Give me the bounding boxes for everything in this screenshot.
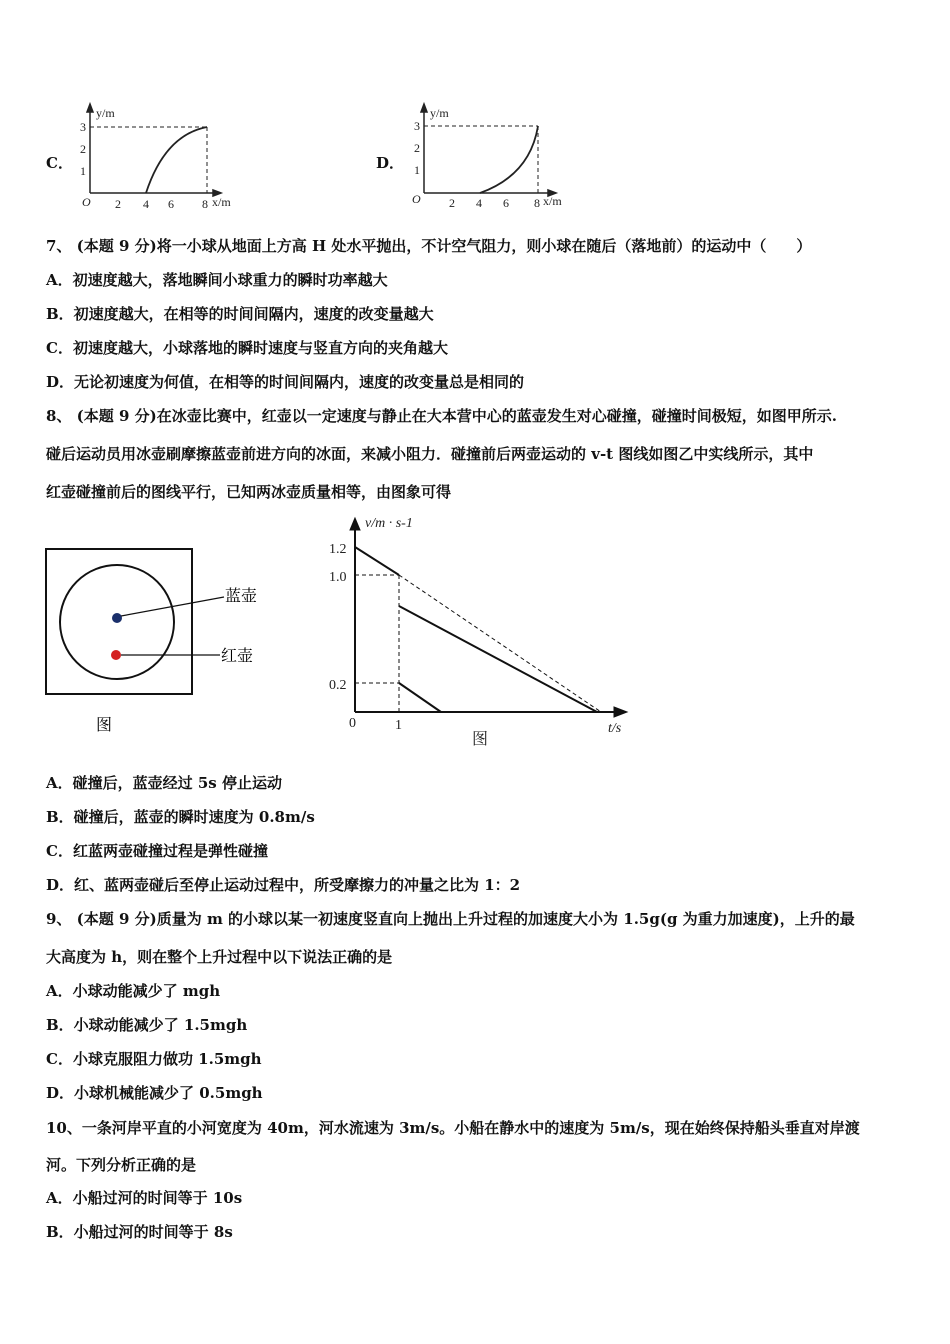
- q9-stem-line1: 9、 (本题 9 分)质量为 m 的小球以某一初速度竖直向上抛出上升过程的加速度大小为 1.5g(g 为重力加速度)，上升的最: [46, 910, 855, 928]
- c-tick: 3: [80, 120, 86, 134]
- red-stone-label: 红壶: [221, 648, 254, 665]
- c-tick: 2: [80, 142, 86, 156]
- figure1-caption: 图: [96, 717, 113, 734]
- q8-stem-line2: 碰后运动员用冰壶刷摩擦蓝壶前进方向的冰面，来减小阻力．碰撞前后两壶运动的 v-t 图线如图乙中实线所示，其中: [46, 445, 814, 463]
- q7-option-a: A．初速度越大，落地瞬间小球重力的瞬时功率越大: [46, 271, 388, 289]
- c-tick: 8: [202, 197, 208, 211]
- q7-option-d: D．无论初速度为何值，在相等的时间间隔内，速度的改变量总是相同的: [46, 373, 525, 391]
- c-tick: 2: [115, 197, 121, 211]
- d-tick: 2: [414, 141, 420, 155]
- blue-after-line: [399, 606, 597, 712]
- c-origin: O: [82, 195, 91, 209]
- q8-option-b: B．碰撞后，蓝壶的瞬时速度为 0.8m/s: [46, 808, 315, 826]
- vt-tick: 1.2: [329, 542, 347, 557]
- d-x-axis-label: x/m: [543, 194, 562, 208]
- c-tick: 1: [80, 164, 86, 178]
- q7-option-b: B．初速度越大，在相等的时间间隔内，速度的改变量越大: [46, 305, 434, 323]
- q10-stem-line2: 河。下列分析正确的是: [46, 1156, 197, 1174]
- q8-stem-line3: 红壶碰撞前后的图线平行，已知两冰壶质量相等，由图象可得: [46, 483, 452, 501]
- c-x-axis-label: x/m: [212, 195, 231, 209]
- red-after-line: [399, 683, 441, 712]
- q9-option-b: B．小球动能减少了 1.5mgh: [46, 1016, 248, 1034]
- d-y-axis-label: y/m: [430, 106, 449, 120]
- vt-x-axis-label: t/s: [608, 721, 622, 736]
- red-before-line: [355, 547, 399, 575]
- option-c-label: C．: [46, 154, 73, 172]
- d-tick: 2: [449, 196, 455, 210]
- vt-tick: 0.2: [329, 678, 347, 693]
- q9-option-a: A．小球动能减少了 mgh: [46, 982, 221, 1000]
- vt-tick: 1: [395, 718, 402, 733]
- d-tick: 4: [476, 196, 482, 210]
- c-tick: 6: [168, 197, 174, 211]
- q8-stem-line1: 8、 (本题 9 分)在冰壶比赛中，红壶以一定速度与静止在大本营中心的蓝壶发生对心碰撞，碰撞时间极短，如图甲所示.: [46, 407, 837, 425]
- vt-y-axis-label: v/m · s-1: [365, 516, 413, 531]
- q10-stem-line1: 10、一条河岸平直的小河宽度为 40m，河水流速为 3m/s。小船在静水中的速度为 5m/s，现在始终保持船头垂直对岸渡: [46, 1119, 860, 1137]
- q10-option-a: A．小船过河的时间等于 10s: [46, 1189, 243, 1207]
- q9-option-c: C．小球克服阻力做功 1.5mgh: [46, 1050, 262, 1068]
- q8-option-d: D．红、蓝两壶碰后至停止运动过程中，所受摩擦力的冲量之比为 1：2: [46, 876, 521, 894]
- q9-option-d: D．小球机械能减少了 0.5mgh: [46, 1084, 263, 1102]
- d-tick: 6: [503, 196, 509, 210]
- vt-origin: 0: [349, 716, 356, 731]
- d-origin: O: [412, 192, 421, 206]
- q7-stem: 7、 (本题 9 分)将一小球从地面上方高 H 处水平抛出，不计空气阻力，则小球在随后（落地前）的运动中（ ）: [46, 237, 812, 255]
- q7-option-c: C．初速度越大，小球落地的瞬时速度与竖直方向的夹角越大: [46, 339, 448, 357]
- q10-option-b: B．小船过河的时间等于 8s: [46, 1223, 233, 1241]
- q8-option-c: C．红蓝两壶碰撞过程是弹性碰撞: [46, 842, 268, 860]
- option-d-label: D．: [376, 154, 405, 172]
- d-tick: 3: [414, 119, 420, 133]
- d-tick: 8: [534, 196, 540, 210]
- vt-tick: 1.0: [329, 570, 347, 585]
- c-tick: 4: [143, 197, 149, 211]
- c-y-axis-label: y/m: [96, 106, 115, 120]
- blue-stone-label: 蓝壶: [225, 588, 258, 605]
- d-tick: 1: [414, 163, 420, 177]
- figure2-caption: 图: [472, 731, 489, 748]
- q9-stem-line2: 大高度为 h，则在整个上升过程中以下说法正确的是: [46, 948, 393, 966]
- q8-option-a: A．碰撞后，蓝壶经过 5s 停止运动: [46, 774, 282, 792]
